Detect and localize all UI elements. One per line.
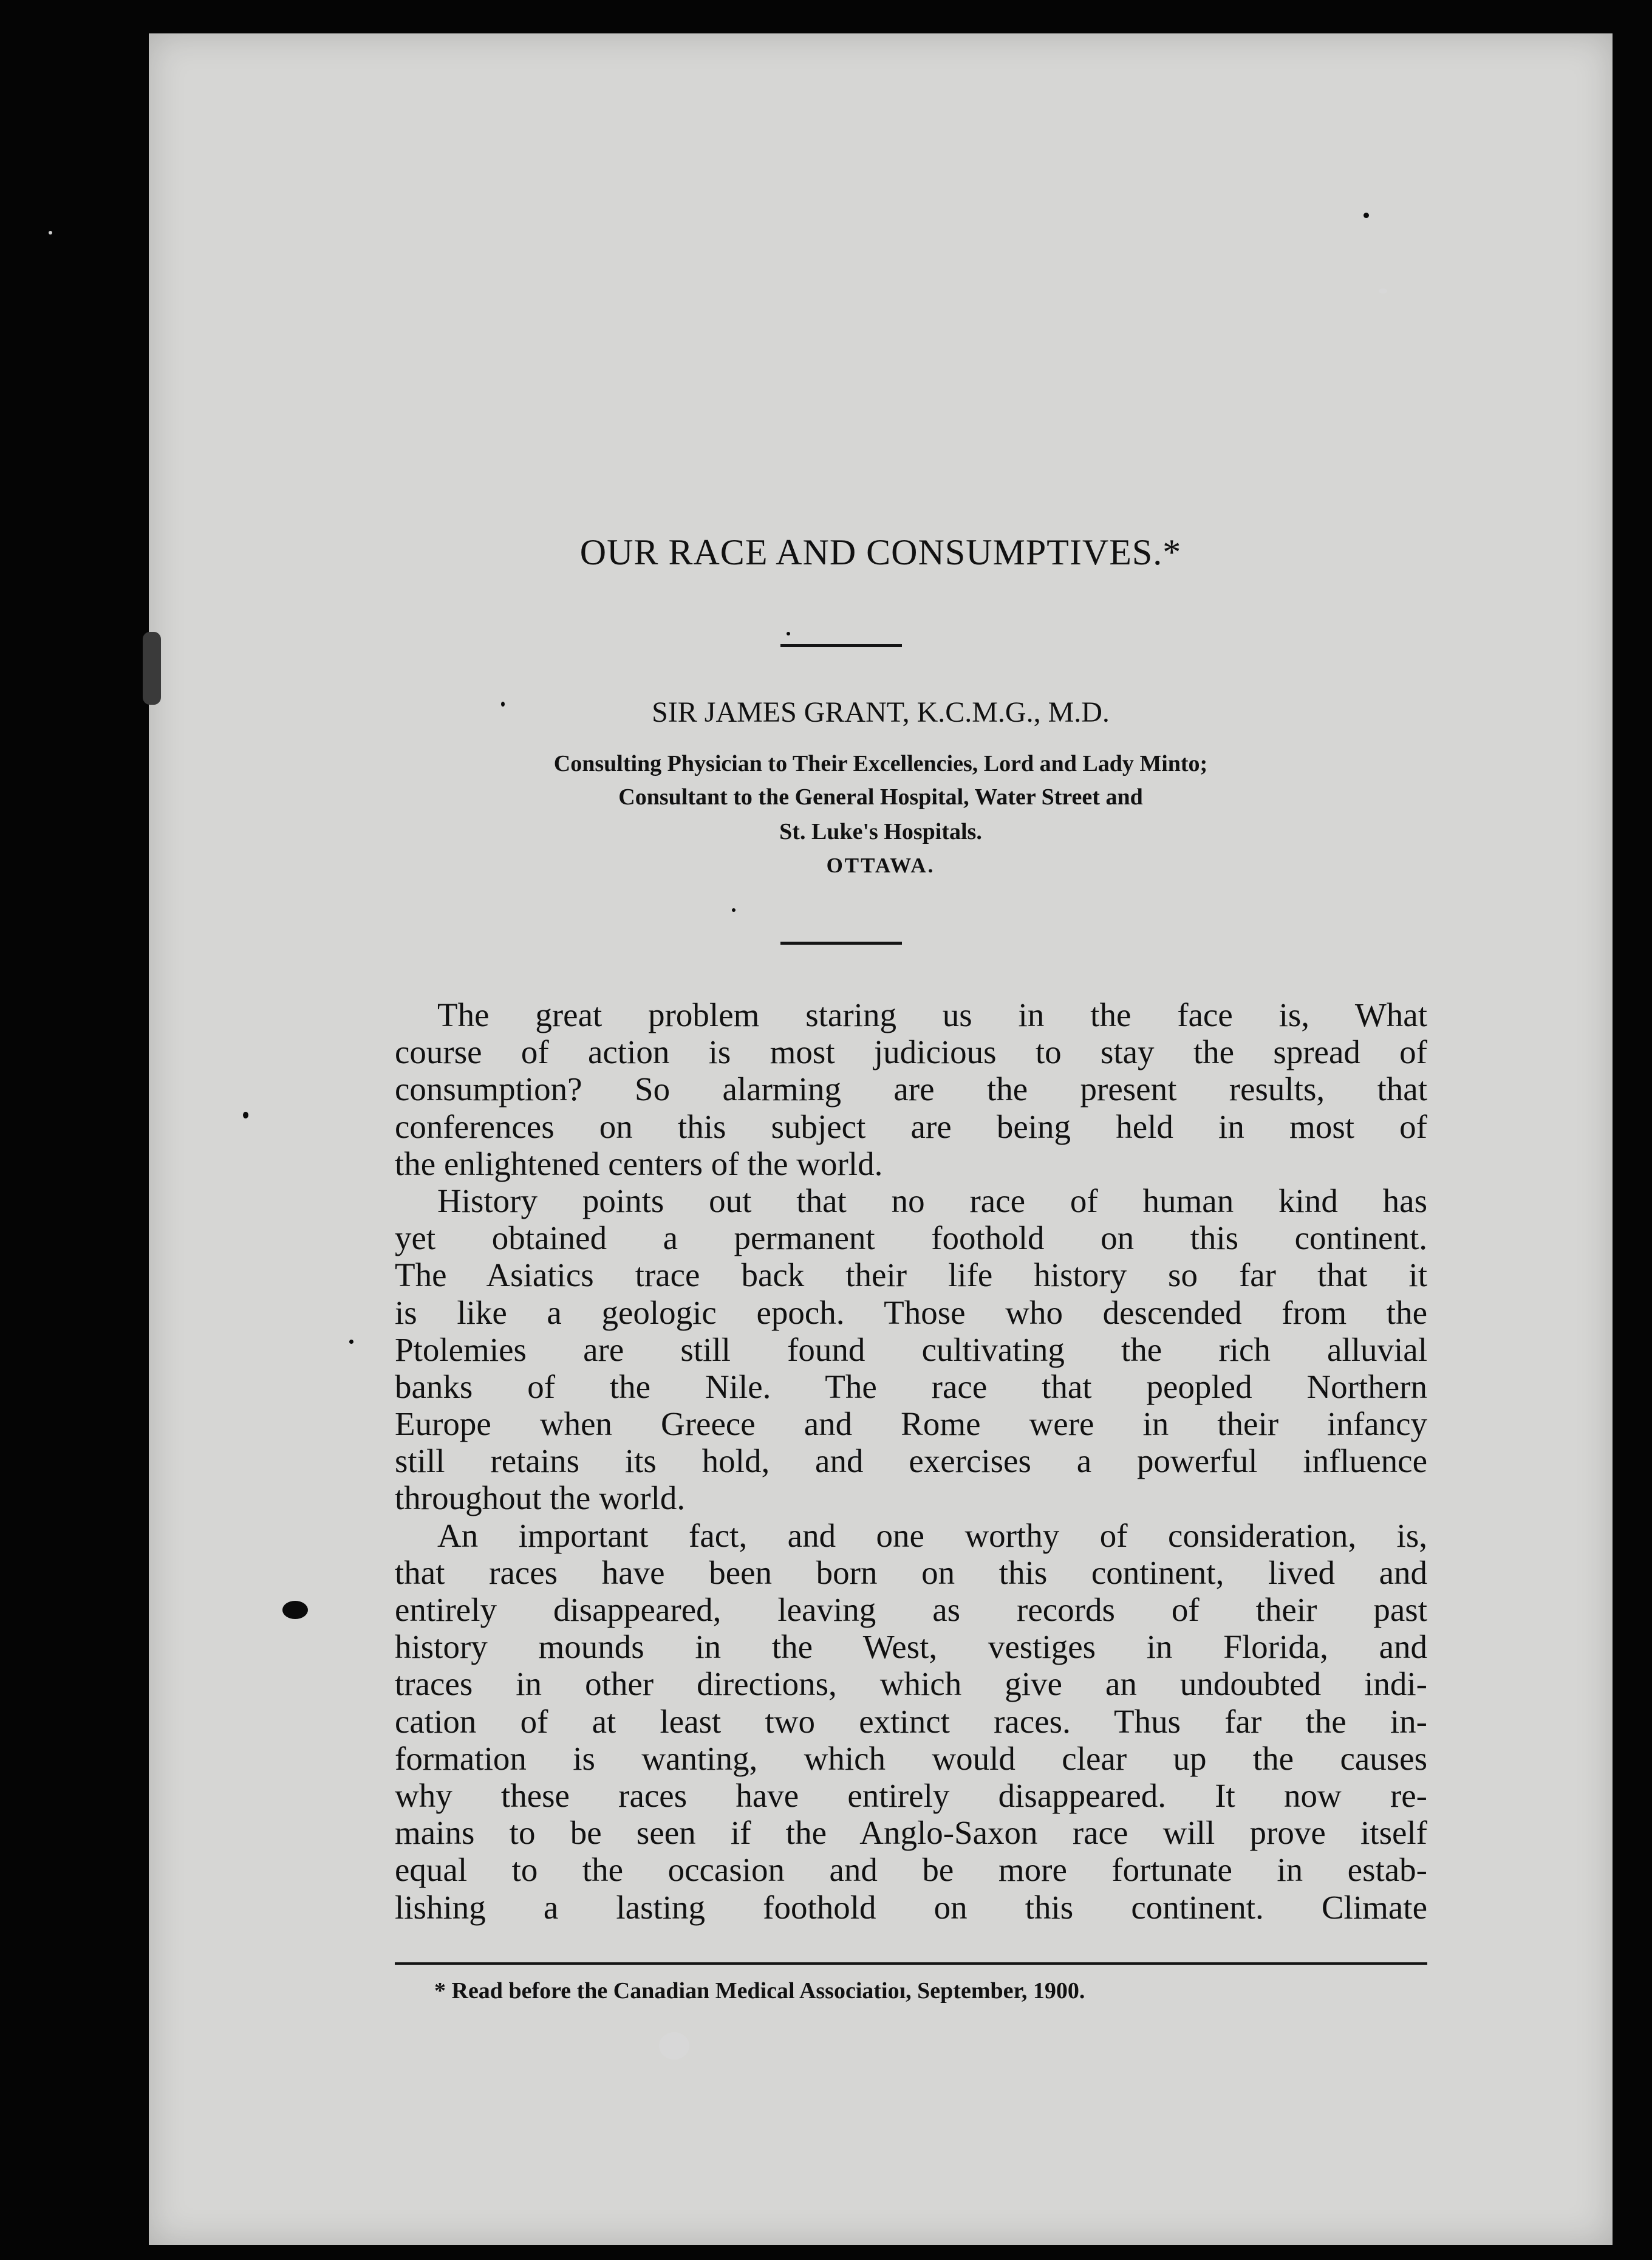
author-name: SIR JAMES GRANT, K.C.M.G., M.D. [652, 696, 1110, 728]
scan-speck [501, 702, 505, 707]
body-line: still retains its hold, and exercises a powerful influence [395, 1442, 1427, 1480]
body-line: course of action is most judicious to stay the spread of [395, 1033, 1427, 1071]
article-title: OUR RACE AND CONSUMPTIVES.* [579, 532, 1182, 572]
body-line: equal to the occasion and be more fortunate in estab- [395, 1851, 1427, 1889]
body-line: The Asiatics trace back their life history so far that it [395, 1256, 1427, 1294]
body-line: An important fact, and one worthy of consideration, is, [437, 1516, 1427, 1554]
body-line: traces in other directions, which give an undoubted indi- [395, 1665, 1427, 1703]
body-line: that races have been born on this continent, lived and [395, 1553, 1427, 1591]
body-line: entirely disappeared, leaving as records of their past [395, 1591, 1427, 1628]
body-line: Europe when Greece and Rome were in their infancy [395, 1405, 1427, 1443]
body-line: conferences on this subject are being held in most of [395, 1108, 1427, 1145]
article-body [395, 996, 1427, 1926]
body-line: why these races have entirely disappeared. It now re- [395, 1776, 1427, 1814]
border-speck [49, 231, 52, 235]
paper-sheet [149, 33, 1613, 2245]
body-line: the enlightened centers of the world. [395, 1145, 883, 1182]
scan-speck [732, 908, 736, 912]
author-affiliation-line: St. Luke's Hospitals. [779, 819, 982, 844]
footnote: * Read before the Canadian Medical Associatioı, September, 1900. [434, 1978, 1085, 2004]
header-divider [780, 942, 902, 945]
body-line: history mounds in the West, vestiges in Florida, and [395, 1628, 1427, 1666]
scan-speck [243, 1112, 248, 1118]
scan-speck [1364, 213, 1369, 218]
body-line: History points out that no race of human kind has [437, 1182, 1427, 1219]
body-line: The great problem staring us in the face is, What [437, 996, 1427, 1033]
author-city: OTTAWA. [826, 854, 935, 877]
scan-speck [787, 632, 790, 635]
body-line: Ptolemies are still found cultivating the rich alluvial [395, 1330, 1427, 1368]
body-line: is like a geologic epoch. Those who descended from the [395, 1293, 1427, 1331]
body-line: consumption? So alarming are the present results, that [395, 1070, 1427, 1108]
scan-speck [349, 1340, 353, 1344]
body-line: cation of at least two extinct races. Thus far the in- [395, 1702, 1427, 1740]
body-line: throughout the world. [395, 1479, 686, 1517]
border-smudge [143, 632, 161, 705]
body-line: formation is wanting, which would clear up the causes [395, 1739, 1427, 1777]
border-speck [659, 2032, 689, 2060]
body-line: lishing a lasting foothold on this continent. Climate [395, 1888, 1427, 1926]
body-line: mains to be seen if the Anglo-Saxon race will prove itself [395, 1814, 1427, 1852]
title-divider [780, 644, 902, 647]
footnote-divider [395, 1962, 1427, 1965]
border-speck [1379, 289, 1387, 293]
scan-speck [282, 1601, 308, 1619]
body-line: yet obtained a permanent foothold on this continent. [395, 1219, 1427, 1257]
author-affiliation-line: Consulting Physician to Their Excellencies, Lord and Lady Minto; [553, 751, 1208, 776]
body-line: banks of the Nile. The race that peopled Northern [395, 1368, 1427, 1405]
author-affiliation-line: Consultant to the General Hospital, Water Street and [618, 784, 1143, 810]
